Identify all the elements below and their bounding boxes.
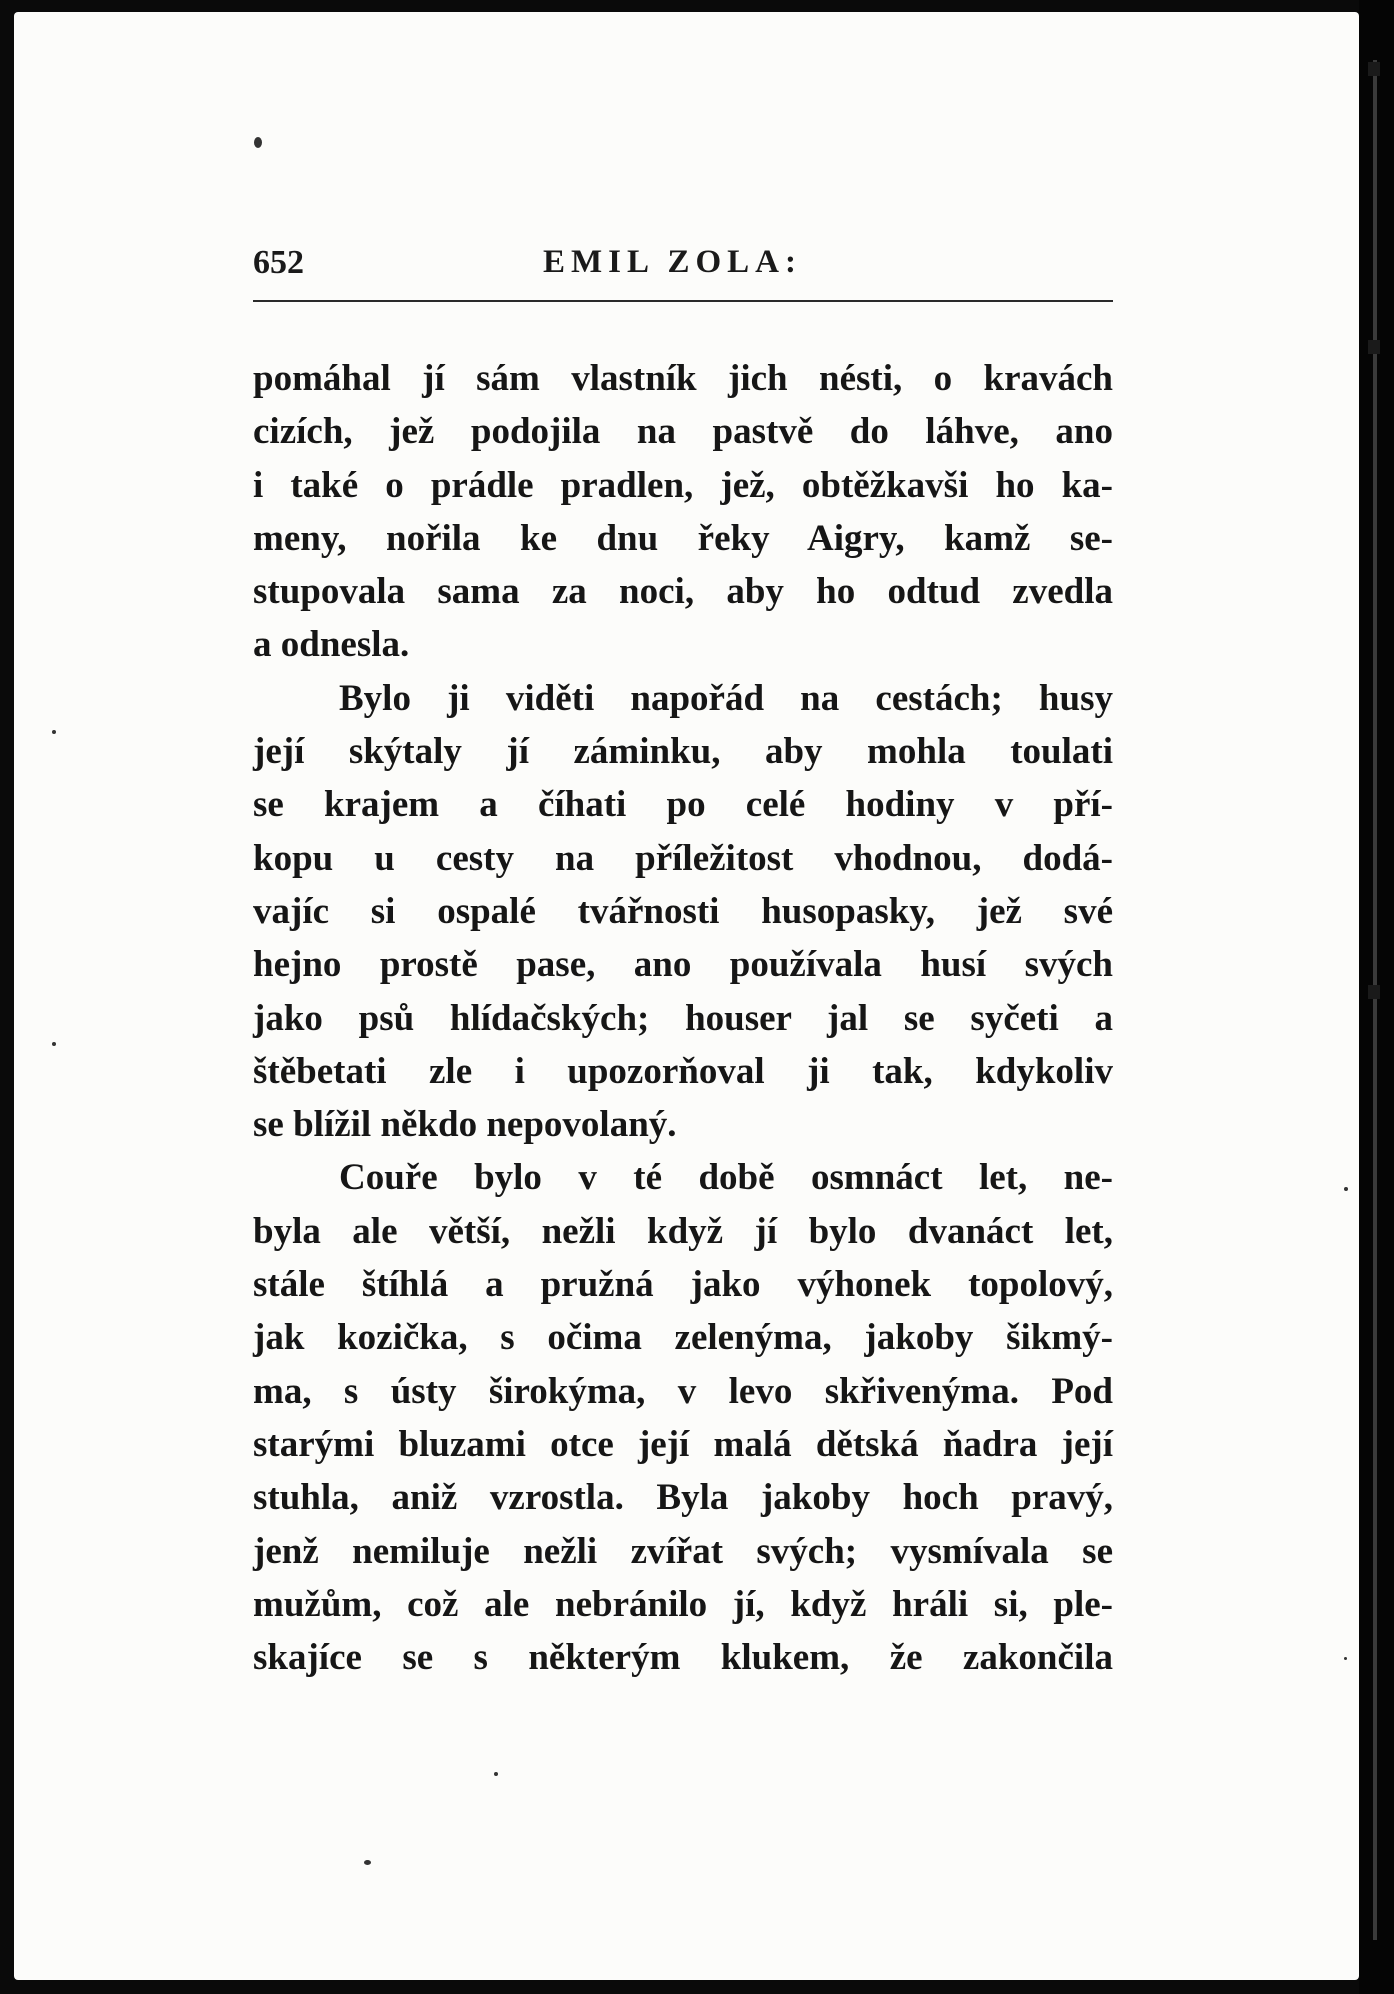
text-line: starými bluzami otce její malá dětská ňadra její	[253, 1423, 1113, 1465]
text-line: Bylo ji viděti napořád na cestách; husy	[339, 677, 1113, 719]
ink-speck	[494, 1772, 498, 1776]
text-line: její skýtaly jí záminku, aby mohla toulati	[253, 731, 1113, 773]
text-line: skajíce se s některým klukem, že zakončila	[253, 1637, 1113, 1679]
text-line: meny, nořila ke dnu řeky Aigry, kamž se-	[253, 517, 1113, 559]
page-header	[253, 244, 1113, 294]
ink-speck	[1344, 1657, 1347, 1660]
text-line: Couře bylo v té době osmnáct let, ne-	[339, 1157, 1113, 1199]
text-line: stuhla, aniž vzrostla. Byla jakoby hoch pravý,	[253, 1477, 1113, 1519]
ink-speck	[52, 1042, 56, 1046]
header-rule	[253, 300, 1113, 302]
text-line: stupovala sama za noci, aby ho odtud zvedla	[253, 571, 1113, 613]
text-line: se blížil někdo nepovolaný.	[253, 1104, 677, 1146]
edge-mark	[1368, 62, 1380, 76]
text-line: kopu u cesty na příležitost vhodnou, dodá-	[253, 837, 1113, 879]
text-line: jak kozička, s očima zelenýma, jakoby šikmý-	[253, 1317, 1113, 1359]
page-number: 652	[253, 244, 304, 281]
text-line: jenž nemiluje nežli zvířat svých; vysmívala se	[253, 1530, 1113, 1572]
text-line: a odnesla.	[253, 624, 410, 666]
text-line: štěbetati zle i upozorňoval ji tak, kdykoliv	[253, 1050, 1113, 1092]
body-text	[253, 352, 1113, 1684]
ink-speck	[52, 730, 56, 734]
text-line: mužům, což ale nebránilo jí, když hráli si, ple-	[253, 1583, 1113, 1625]
text-line: se krajem a číhati po celé hodiny v pří-	[253, 784, 1113, 826]
text-line: ma, s ústy širokýma, v levo skřivenýma. Pod	[253, 1370, 1113, 1412]
text-line: i také o prádle pradlen, jež, obtěžkavši ho ka-	[253, 464, 1113, 506]
edge-mark	[1368, 985, 1380, 999]
text-line: pomáhal jí sám vlastník jich nésti, o kravách	[253, 358, 1113, 399]
ink-speck	[1344, 1187, 1348, 1191]
text-line: vajíc si ospalé tvářnosti husopasky, jež své	[253, 890, 1113, 932]
ink-speck	[254, 137, 262, 148]
text-line: stále štíhlá a pružná jako výhonek topolový,	[253, 1264, 1113, 1306]
ink-speck	[364, 1860, 371, 1865]
running-title: EMIL ZOLA:	[543, 244, 802, 280]
text-line: byla ale větší, nežli když jí bylo dvanáct let,	[253, 1210, 1113, 1252]
text-line: cizích, jež podojila na pastvě do láhve, ano	[253, 411, 1113, 453]
text-line: hejno prostě pase, ano používala husí svých	[253, 944, 1113, 986]
text-line: jako psů hlídačských; houser jal se syčeti a	[253, 997, 1113, 1039]
edge-mark	[1368, 340, 1380, 354]
